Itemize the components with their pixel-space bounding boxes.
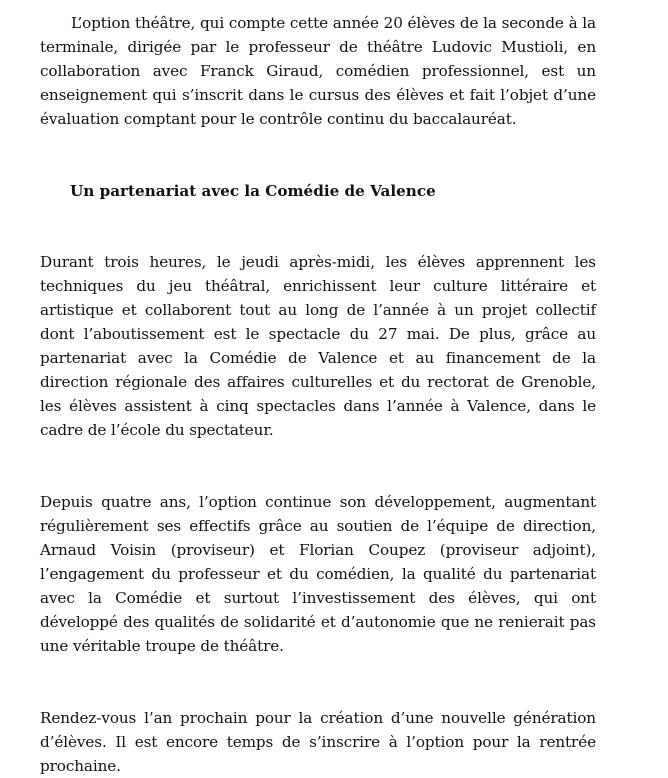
body-paragraph-2: Depuis quatre ans, l’option continue son développement, augmentant régulièrement ses effectifs grâce au soutien de l’équipe de direction, Arnaud Voisin (proviseur) et Florian Coupez (proviseur adjoint), l’engagement du professeur et du comédien, la qualité du partenariat avec la Comédie et surtout l’investissement des élèves, qui ont développé des qualités de solidarité et d’autonomie que ne renierait pas une véritable troupe de théâtre.: [40, 493, 596, 655]
body-paragraph-3: Rendez-vous l’an prochain pour la création d’une nouvelle génération d’élèves. Il est encore temps de s’inscrire à l’option pour la rentrée prochaine.: [40, 709, 596, 775]
body-paragraph-1: Durant trois heures, le jeudi après-midi, les élèves apprennent les techniques du jeu théâtral, enrichissent leur culture littéraire et artistique et collaborent tout au long de l’année à un projet collectif dont l’aboutissement est le spectacle du 27 mai. De plus, grâce au partenariat avec la Comédie de Valence et au financement de la direction régionale des affaires culturelles et du rectorat de Grenoble, les élèves assistent à cinq spectacles dans l’année à Valence, dans le cadre de l’école du spectateur.: [40, 253, 596, 439]
spacer: [40, 442, 596, 490]
intro-paragraph: L’option théâtre, qui compte cette année 20 élèves de la seconde à la terminale, dirigée par le professeur de théâtre Ludovic Mustioli, en collaboration avec Franck Giraud, comédien professionnel, est un enseignement qui s’inscrit dans le cursus des élèves et fait l’objet d’une évaluation comptant pour le contrôle continu du baccalauréat.: [40, 14, 596, 128]
spacer: [40, 203, 596, 250]
spacer: [40, 131, 596, 179]
document-page: [40, 11, 596, 778]
spacer: [40, 658, 596, 706]
section-heading: Un partenariat avec la Comédie de Valence: [70, 182, 436, 200]
